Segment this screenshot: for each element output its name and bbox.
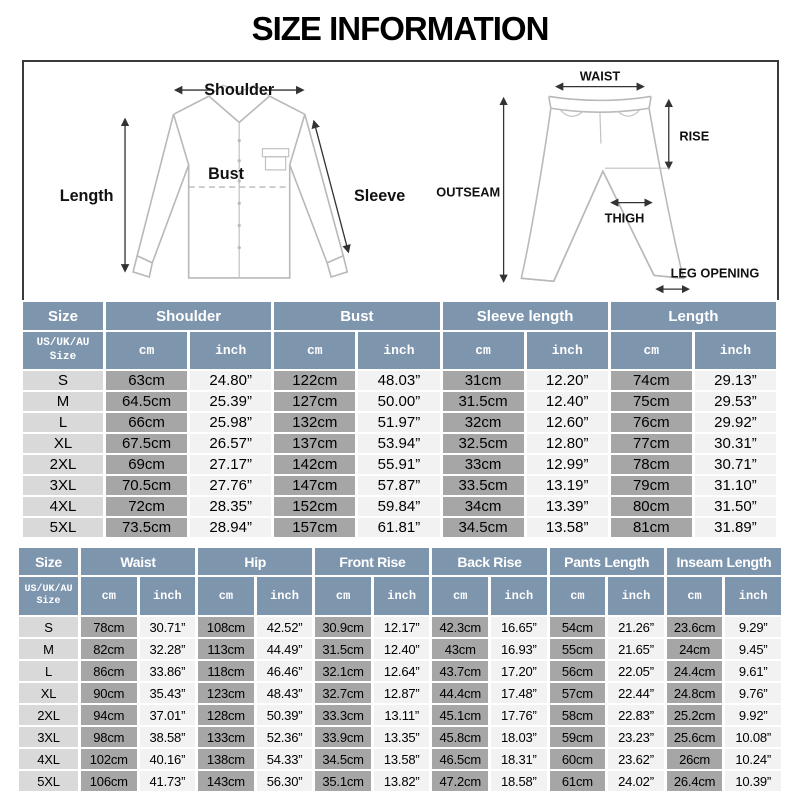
inch-value-cell: 17.76” xyxy=(491,705,547,725)
unit-header-cm: cm xyxy=(106,332,187,369)
inch-value-cell: 13.35” xyxy=(374,727,430,747)
subheader-size-standard: US/UK/AU Size xyxy=(19,577,78,615)
cm-value-cell: 108cm xyxy=(198,617,254,637)
size-cell: XL xyxy=(19,683,78,703)
cm-value-cell: 31.5cm xyxy=(443,392,524,411)
cm-value-cell: 122cm xyxy=(274,371,355,390)
inch-value-cell: 9.29” xyxy=(725,617,781,637)
inch-value-cell: 24.80” xyxy=(190,371,271,390)
inch-value-cell: 33.86” xyxy=(140,661,196,681)
cm-value-cell: 47.2cm xyxy=(432,771,488,791)
pants-table-body xyxy=(19,617,781,791)
cm-value-cell: 147cm xyxy=(274,476,355,495)
sleeve-arrow xyxy=(314,121,348,251)
inch-value-cell: 29.13” xyxy=(695,371,776,390)
size-cell: XL xyxy=(23,434,103,453)
inch-value-cell: 28.35” xyxy=(190,497,271,516)
size-row xyxy=(19,683,781,703)
cm-value-cell: 58cm xyxy=(550,705,606,725)
inch-value-cell: 12.64” xyxy=(374,661,430,681)
cm-value-cell: 63cm xyxy=(106,371,187,390)
inch-value-cell: 12.60” xyxy=(527,413,608,432)
cm-value-cell: 57cm xyxy=(550,683,606,703)
cm-value-cell: 80cm xyxy=(611,497,692,516)
cm-value-cell: 143cm xyxy=(198,771,254,791)
size-row xyxy=(23,476,776,495)
cm-value-cell: 152cm xyxy=(274,497,355,516)
cm-value-cell: 128cm xyxy=(198,705,254,725)
inch-value-cell: 32.28” xyxy=(140,639,196,659)
cm-value-cell: 113cm xyxy=(198,639,254,659)
inch-value-cell: 38.58” xyxy=(140,727,196,747)
shirt-table-body xyxy=(23,371,776,537)
rise-label: RISE xyxy=(679,128,710,144)
cm-value-cell: 44.4cm xyxy=(432,683,488,703)
cm-value-cell: 102cm xyxy=(81,749,137,769)
sleeve-label: Sleeve xyxy=(354,187,406,206)
inch-value-cell: 12.99” xyxy=(527,455,608,474)
unit-header-cm: cm xyxy=(432,577,488,615)
column-group-header: Waist xyxy=(81,548,195,575)
inch-value-cell: 31.10” xyxy=(695,476,776,495)
unit-header-inch: inch xyxy=(358,332,439,369)
cm-value-cell: 64.5cm xyxy=(106,392,187,411)
column-group-header: Sleeve length xyxy=(443,302,608,330)
bust-label: Bust xyxy=(208,164,245,183)
cm-value-cell: 118cm xyxy=(198,661,254,681)
size-row xyxy=(23,497,776,516)
inch-value-cell: 12.17” xyxy=(374,617,430,637)
inch-value-cell: 29.53” xyxy=(695,392,776,411)
inch-value-cell: 16.93” xyxy=(491,639,547,659)
inch-value-cell: 22.05” xyxy=(608,661,664,681)
inch-value-cell: 52.36” xyxy=(257,727,313,747)
inch-value-cell: 26.57” xyxy=(190,434,271,453)
inch-value-cell: 41.73” xyxy=(140,771,196,791)
unit-header-cm: cm xyxy=(443,332,524,369)
outseam-label: OUTSEAM xyxy=(436,184,501,200)
cm-value-cell: 32.1cm xyxy=(315,661,371,681)
inch-value-cell: 53.94” xyxy=(358,434,439,453)
cm-value-cell: 67.5cm xyxy=(106,434,187,453)
cm-value-cell: 24.4cm xyxy=(667,661,723,681)
pants-outline-art xyxy=(521,96,683,281)
inch-value-cell: 13.19” xyxy=(527,476,608,495)
inch-value-cell: 51.97” xyxy=(358,413,439,432)
shoulder-label: Shoulder xyxy=(204,81,275,100)
cm-value-cell: 34cm xyxy=(443,497,524,516)
cm-value-cell: 45.1cm xyxy=(432,705,488,725)
size-row xyxy=(23,434,776,453)
inch-value-cell: 50.00” xyxy=(358,392,439,411)
cm-value-cell: 23.6cm xyxy=(667,617,723,637)
cm-value-cell: 35.1cm xyxy=(315,771,371,791)
column-group-header: Front Rise xyxy=(315,548,429,575)
inch-value-cell: 24.02” xyxy=(608,771,664,791)
size-row xyxy=(19,771,781,791)
size-cell: M xyxy=(19,639,78,659)
inch-value-cell: 9.76” xyxy=(725,683,781,703)
cm-value-cell: 33.3cm xyxy=(315,705,371,725)
inch-value-cell: 57.87” xyxy=(358,476,439,495)
column-group-header: Shoulder xyxy=(106,302,271,330)
inch-value-cell: 59.84” xyxy=(358,497,439,516)
size-cell: 3XL xyxy=(23,476,103,495)
cm-value-cell: 31cm xyxy=(443,371,524,390)
size-row xyxy=(23,413,776,432)
inch-value-cell: 55.91” xyxy=(358,455,439,474)
size-row xyxy=(23,518,776,537)
inch-value-cell: 12.40” xyxy=(527,392,608,411)
cm-value-cell: 73.5cm xyxy=(106,518,187,537)
column-header-size: Size xyxy=(23,302,103,330)
cm-value-cell: 98cm xyxy=(81,727,137,747)
cm-value-cell: 138cm xyxy=(198,749,254,769)
unit-header-cm: cm xyxy=(667,577,723,615)
cm-value-cell: 32.7cm xyxy=(315,683,371,703)
pants-table-head xyxy=(19,548,781,615)
inch-value-cell: 30.71” xyxy=(695,455,776,474)
inch-value-cell: 23.23” xyxy=(608,727,664,747)
measurement-diagram-box xyxy=(22,60,779,300)
inch-value-cell: 17.48” xyxy=(491,683,547,703)
inch-value-cell: 29.92” xyxy=(695,413,776,432)
cm-value-cell: 106cm xyxy=(81,771,137,791)
size-cell: 3XL xyxy=(19,727,78,747)
inch-value-cell: 13.58” xyxy=(527,518,608,537)
cm-value-cell: 157cm xyxy=(274,518,355,537)
inch-value-cell: 54.33” xyxy=(257,749,313,769)
inch-value-cell: 22.44” xyxy=(608,683,664,703)
inch-value-cell: 44.49” xyxy=(257,639,313,659)
unit-header-inch: inch xyxy=(140,577,196,615)
subheader-size-standard: US/UK/AU Size xyxy=(23,332,103,369)
inch-value-cell: 17.20” xyxy=(491,661,547,681)
cm-value-cell: 74cm xyxy=(611,371,692,390)
thigh-label: THIGH xyxy=(604,210,645,226)
inch-value-cell: 42.52” xyxy=(257,617,313,637)
cm-value-cell: 90cm xyxy=(81,683,137,703)
cm-value-cell: 45.8cm xyxy=(432,727,488,747)
column-group-header: Bust xyxy=(274,302,439,330)
inch-value-cell: 31.89” xyxy=(695,518,776,537)
cm-value-cell: 75cm xyxy=(611,392,692,411)
cm-value-cell: 26cm xyxy=(667,749,723,769)
size-cell: L xyxy=(19,661,78,681)
unit-header-cm: cm xyxy=(315,577,371,615)
size-row xyxy=(19,727,781,747)
cm-value-cell: 46.5cm xyxy=(432,749,488,769)
unit-header-inch: inch xyxy=(695,332,776,369)
cm-value-cell: 43.7cm xyxy=(432,661,488,681)
inch-value-cell: 30.71” xyxy=(140,617,196,637)
size-row xyxy=(19,661,781,681)
size-cell: 5XL xyxy=(19,771,78,791)
cm-value-cell: 81cm xyxy=(611,518,692,537)
inch-value-cell: 21.26” xyxy=(608,617,664,637)
cm-value-cell: 56cm xyxy=(550,661,606,681)
inch-value-cell: 12.20” xyxy=(527,371,608,390)
waist-label: WAIST xyxy=(579,68,621,84)
size-cell: 4XL xyxy=(19,749,78,769)
cm-value-cell: 59cm xyxy=(550,727,606,747)
size-cell: 5XL xyxy=(23,518,103,537)
size-row xyxy=(19,749,781,769)
column-group-header: Hip xyxy=(198,548,312,575)
cm-value-cell: 133cm xyxy=(198,727,254,747)
cm-value-cell: 94cm xyxy=(81,705,137,725)
inch-value-cell: 18.58” xyxy=(491,771,547,791)
length-label: Length xyxy=(59,187,114,206)
cm-value-cell: 54cm xyxy=(550,617,606,637)
cm-value-cell: 70.5cm xyxy=(106,476,187,495)
cm-value-cell: 72cm xyxy=(106,497,187,516)
cm-value-cell: 61cm xyxy=(550,771,606,791)
cm-value-cell: 132cm xyxy=(274,413,355,432)
cm-value-cell: 33cm xyxy=(443,455,524,474)
pants-size-table xyxy=(16,546,784,793)
cm-value-cell: 34.5cm xyxy=(315,749,371,769)
unit-header-inch: inch xyxy=(374,577,430,615)
inch-value-cell: 30.31” xyxy=(695,434,776,453)
cm-value-cell: 33.5cm xyxy=(443,476,524,495)
cm-value-cell: 137cm xyxy=(274,434,355,453)
inch-value-cell: 35.43” xyxy=(140,683,196,703)
cm-value-cell: 66cm xyxy=(106,413,187,432)
cm-value-cell: 34.5cm xyxy=(443,518,524,537)
cm-value-cell: 79cm xyxy=(611,476,692,495)
unit-header-cm: cm xyxy=(611,332,692,369)
inch-value-cell: 12.80” xyxy=(527,434,608,453)
inch-value-cell: 18.03” xyxy=(491,727,547,747)
size-row xyxy=(23,455,776,474)
shirt-size-table xyxy=(20,300,779,539)
size-row xyxy=(23,371,776,390)
inch-value-cell: 31.50” xyxy=(695,497,776,516)
cm-value-cell: 32.5cm xyxy=(443,434,524,453)
size-cell: M xyxy=(23,392,103,411)
cm-value-cell: 69cm xyxy=(106,455,187,474)
size-row xyxy=(19,639,781,659)
cm-value-cell: 30.9cm xyxy=(315,617,371,637)
unit-header-cm: cm xyxy=(550,577,606,615)
inch-value-cell: 16.65” xyxy=(491,617,547,637)
size-cell: L xyxy=(23,413,103,432)
size-row xyxy=(19,705,781,725)
size-cell: 2XL xyxy=(23,455,103,474)
size-cell: S xyxy=(19,617,78,637)
inch-value-cell: 9.92” xyxy=(725,705,781,725)
cm-value-cell: 123cm xyxy=(198,683,254,703)
cm-value-cell: 142cm xyxy=(274,455,355,474)
column-group-header: Length xyxy=(611,302,776,330)
inch-value-cell: 13.39” xyxy=(527,497,608,516)
size-cell: 4XL xyxy=(23,497,103,516)
cm-value-cell: 60cm xyxy=(550,749,606,769)
inch-value-cell: 13.11” xyxy=(374,705,430,725)
inch-value-cell: 13.82” xyxy=(374,771,430,791)
size-row xyxy=(19,617,781,637)
column-group-header: Back Rise xyxy=(432,548,546,575)
inch-value-cell: 12.40” xyxy=(374,639,430,659)
inch-value-cell: 10.24” xyxy=(725,749,781,769)
inch-value-cell: 25.98” xyxy=(190,413,271,432)
unit-header-cm: cm xyxy=(81,577,137,615)
leg-opening-label: LEG OPENING xyxy=(670,265,760,281)
cm-value-cell: 76cm xyxy=(611,413,692,432)
inch-value-cell: 9.45” xyxy=(725,639,781,659)
inch-value-cell: 10.08” xyxy=(725,727,781,747)
cm-value-cell: 26.4cm xyxy=(667,771,723,791)
cm-value-cell: 33.9cm xyxy=(315,727,371,747)
inch-value-cell: 27.76” xyxy=(190,476,271,495)
inch-value-cell: 13.58” xyxy=(374,749,430,769)
inch-value-cell: 27.17” xyxy=(190,455,271,474)
inch-value-cell: 21.65” xyxy=(608,639,664,659)
cm-value-cell: 31.5cm xyxy=(315,639,371,659)
pants-diagram xyxy=(423,62,777,300)
page-title: SIZE INFORMATION xyxy=(251,10,549,47)
inch-value-cell: 10.39” xyxy=(725,771,781,791)
unit-header-inch: inch xyxy=(190,332,271,369)
inch-value-cell: 46.46” xyxy=(257,661,313,681)
unit-header-cm: cm xyxy=(274,332,355,369)
cm-value-cell: 78cm xyxy=(611,455,692,474)
unit-header-inch: inch xyxy=(491,577,547,615)
inch-value-cell: 56.30” xyxy=(257,771,313,791)
cm-value-cell: 25.2cm xyxy=(667,705,723,725)
inch-value-cell: 22.83” xyxy=(608,705,664,725)
unit-header-inch: inch xyxy=(608,577,664,615)
inch-value-cell: 18.31” xyxy=(491,749,547,769)
inch-value-cell: 48.03” xyxy=(358,371,439,390)
inch-value-cell: 23.62” xyxy=(608,749,664,769)
cm-value-cell: 43cm xyxy=(432,639,488,659)
cm-value-cell: 77cm xyxy=(611,434,692,453)
unit-header-inch: inch xyxy=(257,577,313,615)
cm-value-cell: 24.8cm xyxy=(667,683,723,703)
shirt-table-head xyxy=(23,302,776,369)
cm-value-cell: 25.6cm xyxy=(667,727,723,747)
inch-value-cell: 40.16” xyxy=(140,749,196,769)
inch-value-cell: 48.43” xyxy=(257,683,313,703)
cm-value-cell: 55cm xyxy=(550,639,606,659)
cm-value-cell: 24cm xyxy=(667,639,723,659)
column-group-header: Pants Length xyxy=(550,548,664,575)
unit-header-inch: inch xyxy=(527,332,608,369)
shirt-diagram xyxy=(24,62,423,300)
unit-header-inch: inch xyxy=(725,577,781,615)
cm-value-cell: 42.3cm xyxy=(432,617,488,637)
inch-value-cell: 61.81” xyxy=(358,518,439,537)
cm-value-cell: 32cm xyxy=(443,413,524,432)
inch-value-cell: 9.61” xyxy=(725,661,781,681)
cm-value-cell: 82cm xyxy=(81,639,137,659)
cm-value-cell: 78cm xyxy=(81,617,137,637)
inch-value-cell: 37.01” xyxy=(140,705,196,725)
cm-value-cell: 127cm xyxy=(274,392,355,411)
inch-value-cell: 50.39” xyxy=(257,705,313,725)
inch-value-cell: 25.39” xyxy=(190,392,271,411)
unit-header-cm: cm xyxy=(198,577,254,615)
size-cell: 2XL xyxy=(19,705,78,725)
inch-value-cell: 12.87” xyxy=(374,683,430,703)
size-row xyxy=(23,392,776,411)
size-cell: S xyxy=(23,371,103,390)
column-group-header: Inseam Length xyxy=(667,548,781,575)
cm-value-cell: 86cm xyxy=(81,661,137,681)
column-header-size: Size xyxy=(19,548,78,575)
inch-value-cell: 28.94” xyxy=(190,518,271,537)
